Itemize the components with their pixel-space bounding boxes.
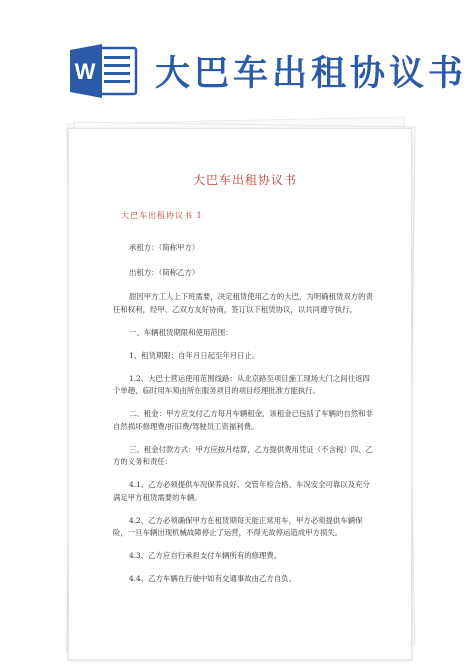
paragraph: 出租方：（简称乙方） — [129, 267, 200, 277]
word-icon — [68, 42, 138, 100]
document-page — [68, 128, 412, 660]
banner — [0, 0, 474, 115]
word-logo-letter: W — [74, 59, 96, 84]
paragraph: 1、租赁期限：自年月日起至年月日止。 — [129, 350, 260, 360]
paragraph: 1.2、大巴士营运使用范围线路：从北京路至项目施工现场大门之间往返四个单趟，临时用车须由所在服务项目的项目经理批准方能执行。 — [113, 373, 370, 395]
document-subtitle: 大巴车出租协议书 1 — [121, 211, 203, 220]
paragraph: 一、车辆租赁期限和使用范围： — [129, 327, 233, 337]
paragraph: 4.1、乙方必须提供车况保养良好、交管年检合格、车况安全可靠以及充分满足甲方租赁需要的车辆。 — [113, 480, 370, 502]
document-preview — [68, 128, 412, 660]
paragraph: 4.2、乙方必须确保甲方在租赁期每天能正常用车，甲方必须提供车辆保险，一旦车辆出现机械故障停止了运营，不得无故停运造成甲方损失。 — [113, 515, 363, 537]
paragraph: 承租方：（简称甲方） — [129, 243, 200, 252]
paragraph: 甜因甲方工人上下班需要，决定租赁使用乙方的大巴，为明确租赁双方的责任和权利，经甲、乙双方友好协商，签订以下租赁协议，以共同遵守执行。 — [113, 292, 373, 314]
paragraph: 三、租金付款方式：甲方应按月结算，乙方提供费用凭证（不含税）四、乙方的义务和责任： — [113, 444, 373, 466]
paragraph: 二、租金：甲方应支付乙方每月车辆租金，该租金已包括了车辆的自然和非自然损坏修理费/折旧费/驾驶员工资福利费。 — [113, 409, 373, 431]
banner-title: 大巴车出租协议书 — [155, 54, 468, 94]
document-title: 大巴车出租协议书 — [192, 173, 297, 187]
paragraph: 4.3、乙方应自行承担支付车辆所有的修理费。 — [129, 551, 282, 560]
paragraph: 4.4、乙方车辆在行驶中如有交通事故由乙方自负。 — [129, 574, 296, 583]
